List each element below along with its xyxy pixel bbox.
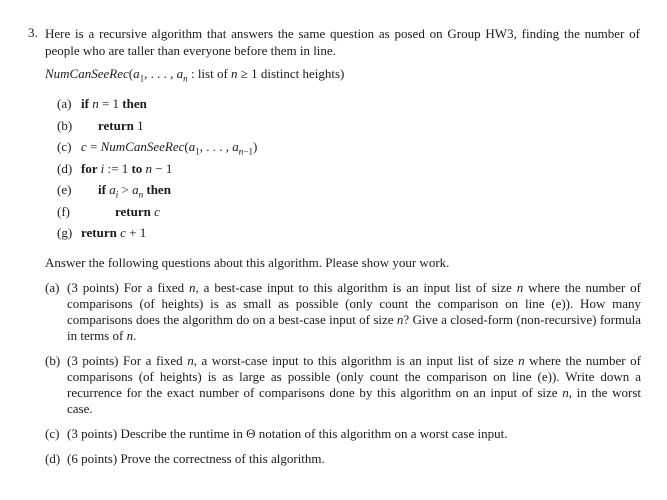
text-segment: n — [562, 384, 569, 400]
text-segment: where the number of comparisons (of heights) is as large as possible (only count the comparison on line (e)). Write down a recurrence for the exact number of comparisons done by this algorithm on an input of size — [67, 352, 641, 400]
text-segment: n — [238, 146, 244, 157]
algorithm-line-code — [81, 201, 160, 223]
question-text — [67, 426, 641, 442]
text-segment: : list of — [187, 66, 232, 81]
problem-intro-text — [45, 25, 640, 59]
question-item — [45, 426, 641, 442]
algorithm-line-code — [81, 93, 147, 115]
text-segment: , a best-case input to this algorithm is an input list of size — [195, 279, 517, 295]
text-segment: , a worst-case input to this algorithm is an input list of size — [193, 352, 519, 368]
algorithm-line-label: (c) — [57, 139, 72, 154]
algorithm-line-label: (g) — [57, 225, 73, 240]
text-segment: then — [143, 182, 171, 197]
algorithm-line — [57, 93, 667, 115]
algorithm-line-code — [81, 115, 144, 137]
questions-intro — [45, 255, 667, 271]
algorithm-line-label: (e) — [57, 182, 72, 197]
text-segment: = 1 — [98, 96, 123, 111]
text-segment: where the number of comparisons (of heights) is as small as possible (only count the comparison on line (e)). How many comparisons does the algorithm do on a best-case input of size — [67, 279, 641, 327]
question-item — [45, 353, 641, 417]
text-segment: ( — [184, 139, 189, 154]
text-segment: n — [516, 279, 524, 295]
text-segment: ? Give a closed-form (non-recursive) formula in terms of — [67, 311, 641, 343]
text-segment: n — [126, 327, 134, 343]
text-segment: − 1 — [152, 160, 173, 176]
algorithm-line-label: (a) — [57, 96, 72, 111]
algorithm-line — [57, 222, 667, 244]
text-segment: n — [145, 160, 153, 176]
text-segment: if — [98, 182, 110, 197]
text-segment: := 1 — [104, 160, 132, 176]
text-segment: a — [133, 66, 140, 81]
algorithm-line — [57, 158, 667, 180]
text-segment: return — [81, 225, 121, 240]
text-segment: ≥ 1 distinct heights) — [237, 66, 345, 81]
text-segment: n — [396, 311, 404, 327]
text-segment: , . . . , — [199, 139, 233, 154]
algorithm-line-code — [81, 222, 146, 244]
text-segment: (3 points) For a fixed — [67, 279, 190, 295]
text-segment: n — [92, 96, 99, 111]
text-segment: for — [81, 160, 101, 176]
text-segment: , in the worst case. — [67, 384, 641, 416]
text-segment: n — [189, 279, 196, 295]
text-segment: ( — [128, 66, 134, 81]
question-label: (c) — [45, 425, 60, 441]
text-segment: i — [115, 189, 119, 200]
text-segment: n — [138, 189, 144, 200]
algorithm-line-code — [81, 158, 172, 180]
algorithm-listing — [57, 93, 667, 244]
questions-list — [45, 280, 641, 467]
text-segment: (6 points) Prove the correctness of this algorithm. — [67, 450, 325, 466]
text-segment: i — [100, 160, 105, 176]
text-segment: 1 — [195, 146, 200, 157]
question-label: (d) — [45, 450, 61, 466]
text-segment: c — [81, 139, 87, 154]
text-segment: c — [120, 225, 126, 240]
text-segment: −1 — [243, 146, 254, 157]
text-segment: NumCanSeeRec — [100, 139, 185, 154]
question-text — [67, 280, 641, 344]
text-segment: > — [118, 182, 133, 197]
text-segment: to — [131, 160, 146, 176]
question-text — [67, 353, 641, 417]
algorithm-line — [57, 201, 667, 223]
text-segment: a — [176, 66, 184, 81]
text-segment: Here is a recursive algorithm that answers the same question as posed on Group HW3, finding the number of people who are taller than everyone before them in line. — [45, 26, 640, 58]
text-segment: n — [231, 66, 238, 81]
text-segment: a — [132, 182, 139, 197]
text-segment: a — [188, 139, 196, 154]
text-segment: NumCanSeeRec — [45, 66, 129, 81]
text-segment: c — [154, 203, 160, 219]
algorithm-line — [57, 179, 667, 201]
text-segment: (3 points) Describe the runtime in Θ notation of this algorithm on a worst case input. — [67, 425, 508, 441]
question-label: (b) — [45, 352, 61, 368]
algorithm-line-code — [81, 136, 257, 158]
text-segment: n — [518, 352, 525, 368]
text-segment: . — [133, 327, 137, 343]
text-segment: (3 points) For a fixed — [67, 352, 188, 368]
text-segment: return — [98, 117, 134, 133]
text-segment: a — [232, 139, 239, 154]
algorithm-line-code — [81, 179, 171, 201]
question-text — [67, 451, 641, 467]
algorithm-line-label: (d) — [57, 160, 73, 176]
text-segment: + 1 — [125, 225, 147, 240]
algorithm-signature — [45, 65, 667, 82]
question-item — [45, 451, 641, 467]
text-segment: Answer the following questions about this algorithm. Please show your work. — [45, 254, 450, 270]
problem-number: 3. — [28, 25, 38, 40]
text-segment: n — [187, 352, 194, 368]
text-segment: = — [86, 139, 101, 154]
text-segment: 1 — [133, 117, 144, 133]
text-segment: n — [183, 73, 188, 84]
text-segment: then — [122, 96, 147, 111]
algorithm-line — [57, 115, 667, 137]
algorithm-line-label: (f) — [57, 203, 70, 219]
problem-item — [28, 25, 640, 59]
text-segment: 1 — [139, 73, 145, 84]
text-segment: a — [109, 182, 116, 197]
question-item — [45, 280, 641, 344]
text-segment: , . . . , — [144, 66, 177, 81]
text-segment: if — [81, 96, 93, 111]
question-label: (a) — [45, 279, 60, 295]
text-segment: ) — [253, 139, 258, 154]
algorithm-line-label: (b) — [57, 117, 73, 133]
text-segment: return — [115, 203, 155, 219]
algorithm-line — [57, 136, 667, 158]
